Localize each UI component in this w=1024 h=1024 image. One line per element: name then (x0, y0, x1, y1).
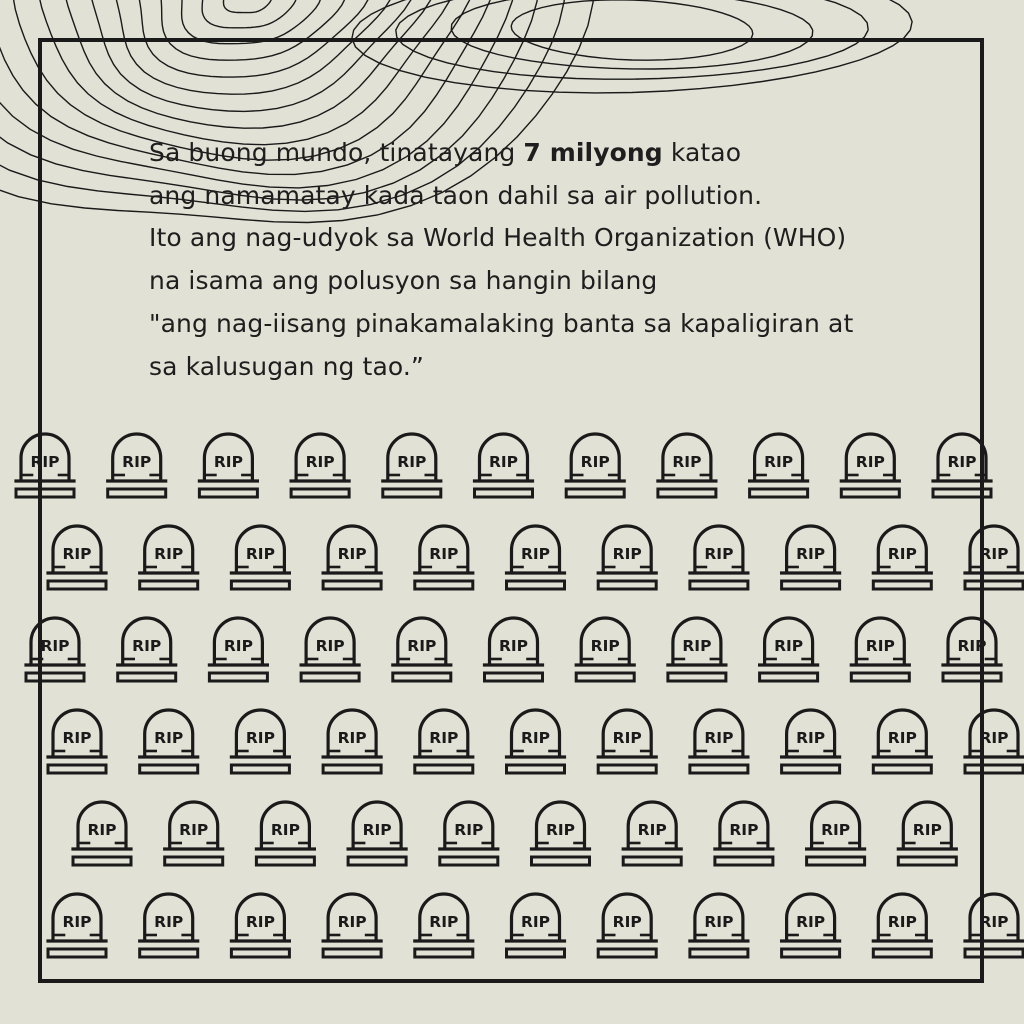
tombstone-icon (623, 802, 681, 865)
tombstone-label: RIP (154, 729, 184, 747)
contour-line (202, 0, 297, 28)
tombstone-icon (26, 618, 84, 681)
statement-line-6: sa kalusugan ng tao.” (149, 351, 424, 381)
tombstone-icon (348, 802, 406, 865)
highlighted-figure: 7 milyong (523, 138, 663, 167)
tombstone-icon (393, 618, 451, 681)
tombstone-label: RIP (682, 637, 712, 655)
tombstone-icon (782, 894, 840, 957)
tombstone-label: RIP (213, 453, 243, 471)
tombstone-label: RIP (887, 545, 917, 563)
tombstone-label: RIP (612, 729, 642, 747)
tombstone-icon (507, 894, 565, 957)
tombstone-label: RIP (397, 453, 427, 471)
tombstone-icon (415, 526, 473, 589)
tombstone-icon (140, 526, 198, 589)
tombstone-icon (48, 526, 106, 589)
tombstone-label: RIP (704, 913, 734, 931)
tombstone-label: RIP (179, 821, 209, 839)
tombstone-icon (415, 894, 473, 957)
tombstone-icon (841, 434, 899, 497)
tombstone-icon (440, 802, 498, 865)
tombstone-icon (965, 710, 1023, 773)
tombstone-label: RIP (122, 453, 152, 471)
tombstone-label: RIP (796, 913, 826, 931)
tombstone-label: RIP (407, 637, 437, 655)
tombstone-label: RIP (947, 453, 977, 471)
tombstone-icon (690, 710, 748, 773)
tombstone-icon (323, 894, 381, 957)
tombstone-icon (140, 710, 198, 773)
tombstone-icon (598, 526, 656, 589)
tombstone-icon (715, 802, 773, 865)
tombstone-icon (199, 434, 257, 497)
poster-frame (30, 38, 1009, 983)
tombstone-icon (383, 434, 441, 497)
tombstone-label: RIP (887, 729, 917, 747)
tombstone-icon (873, 710, 931, 773)
tombstone-icon (118, 618, 176, 681)
tombstone-label: RIP (362, 821, 392, 839)
tombstone-icon (851, 618, 909, 681)
tombstone-label: RIP (887, 913, 917, 931)
tombstone-icon (507, 710, 565, 773)
tombstone-icon (415, 710, 473, 773)
tombstone-label: RIP (315, 637, 345, 655)
statement-line-1-start: Sa buong mundo, tinatayang (149, 138, 524, 167)
tombstone-label: RIP (154, 913, 184, 931)
tombstone-label: RIP (545, 821, 576, 839)
tombstone-label: RIP (796, 729, 826, 747)
tombstone-icon (165, 802, 223, 865)
tombstone-icon (943, 618, 1001, 681)
tombstone-label: RIP (855, 453, 885, 471)
tombstone-label: RIP (337, 545, 367, 563)
tombstone-icon (231, 526, 289, 589)
tombstone-icon (598, 894, 656, 957)
tombstone-label: RIP (520, 913, 551, 931)
tombstone-label: RIP (704, 729, 734, 747)
tombstone-label: RIP (590, 637, 620, 655)
tombstone-label: RIP (865, 637, 895, 655)
tombstone-label: RIP (979, 545, 1009, 563)
tombstone-icon (965, 526, 1023, 589)
tombstone-icon (16, 434, 74, 497)
tombstone-label: RIP (821, 821, 851, 839)
tombstone-label: RIP (429, 729, 459, 747)
statement-line-2: ang namamatay kada taon dahil sa air pollution. (149, 180, 763, 210)
tombstone-label: RIP (87, 821, 117, 839)
tombstone-icon (598, 710, 656, 773)
statement-line-1-end: katao (662, 138, 742, 167)
tombstone-icon (898, 802, 956, 865)
tombstone-icon (807, 802, 865, 865)
tombstone-label: RIP (774, 637, 804, 655)
tombstone-icon (532, 802, 590, 865)
tombstone-label: RIP (957, 637, 987, 655)
tombstone-icon (782, 710, 840, 773)
tombstone-label: RIP (62, 729, 92, 747)
tombstone-label: RIP (337, 913, 367, 931)
tombstone-label: RIP (132, 637, 162, 655)
tombstone-icon (140, 894, 198, 957)
tombstone-label: RIP (612, 545, 642, 563)
tombstone-label: RIP (520, 729, 551, 747)
tombstone-label: RIP (245, 545, 275, 563)
tombstone-label: RIP (764, 453, 794, 471)
tombstone-icon (291, 434, 349, 497)
tombstone-icon (323, 710, 381, 773)
tombstone-icon (782, 526, 840, 589)
tombstone-icon (965, 894, 1023, 957)
tombstone-icon (323, 526, 381, 589)
tombstone-icon (475, 434, 533, 497)
tombstone-label: RIP (429, 545, 459, 563)
tombstone-icon (658, 434, 716, 497)
tombstone-label: RIP (912, 821, 942, 839)
tombstone-icon (668, 618, 726, 681)
contour-line (224, 0, 273, 13)
tombstone-label: RIP (245, 913, 275, 931)
tombstone-icon (108, 434, 166, 497)
statement-line-3: Ito ang nag-udyok sa World Health Organization (WHO) (149, 223, 847, 253)
tombstone-icon (750, 434, 808, 497)
tombstone-label: RIP (62, 545, 92, 563)
tombstone-label: RIP (672, 453, 702, 471)
tombstone-label: RIP (454, 821, 484, 839)
tombstone-icon (256, 802, 314, 865)
tombstone-label: RIP (979, 729, 1009, 747)
tombstone-icon (73, 802, 131, 865)
tombstone-label: RIP (62, 913, 92, 931)
tombstone-label: RIP (305, 453, 335, 471)
tombstone-icon (301, 618, 359, 681)
tombstone-label: RIP (488, 453, 519, 471)
tombstone-icon (566, 434, 624, 497)
statement-line-4: na isama ang polusyon sa hangin bilang (149, 266, 658, 296)
tombstone-icon (48, 894, 106, 957)
tombstone-icon (576, 618, 634, 681)
tombstone-label: RIP (270, 821, 300, 839)
tombstone-label: RIP (30, 453, 60, 471)
tombstone-label: RIP (704, 545, 734, 563)
tombstone-icon (507, 526, 565, 589)
tombstone-icon (690, 526, 748, 589)
tombstone-icon (48, 710, 106, 773)
tombstone-icon (760, 618, 818, 681)
tombstone-label: RIP (580, 453, 610, 471)
tombstone-label: RIP (337, 729, 367, 747)
tombstone-icon (485, 618, 543, 681)
tombstone-icon (231, 894, 289, 957)
tombstone-label: RIP (40, 637, 70, 655)
tombstone-label: RIP (223, 637, 253, 655)
tombstone-label: RIP (796, 545, 826, 563)
tombstone-icon (209, 618, 267, 681)
tombstone-grid (30, 42, 1009, 983)
tombstone-icon (933, 434, 991, 497)
tombstone-icon (690, 894, 748, 957)
tombstone-label: RIP (429, 913, 459, 931)
tombstone-label: RIP (520, 545, 551, 563)
tombstone-label: RIP (637, 821, 667, 839)
tombstone-label: RIP (154, 545, 184, 563)
tombstone-icon (873, 894, 931, 957)
tombstone-label: RIP (729, 821, 759, 839)
tombstone-icon (231, 710, 289, 773)
tombstone-label: RIP (979, 913, 1009, 931)
statement-line-5: "ang nag-iisang pinakamalaking banta sa kapaligiran at (149, 308, 854, 338)
tombstone-label: RIP (245, 729, 275, 747)
tombstone-label: RIP (612, 913, 642, 931)
tombstone-label: RIP (498, 637, 529, 655)
tombstone-icon (873, 526, 931, 589)
